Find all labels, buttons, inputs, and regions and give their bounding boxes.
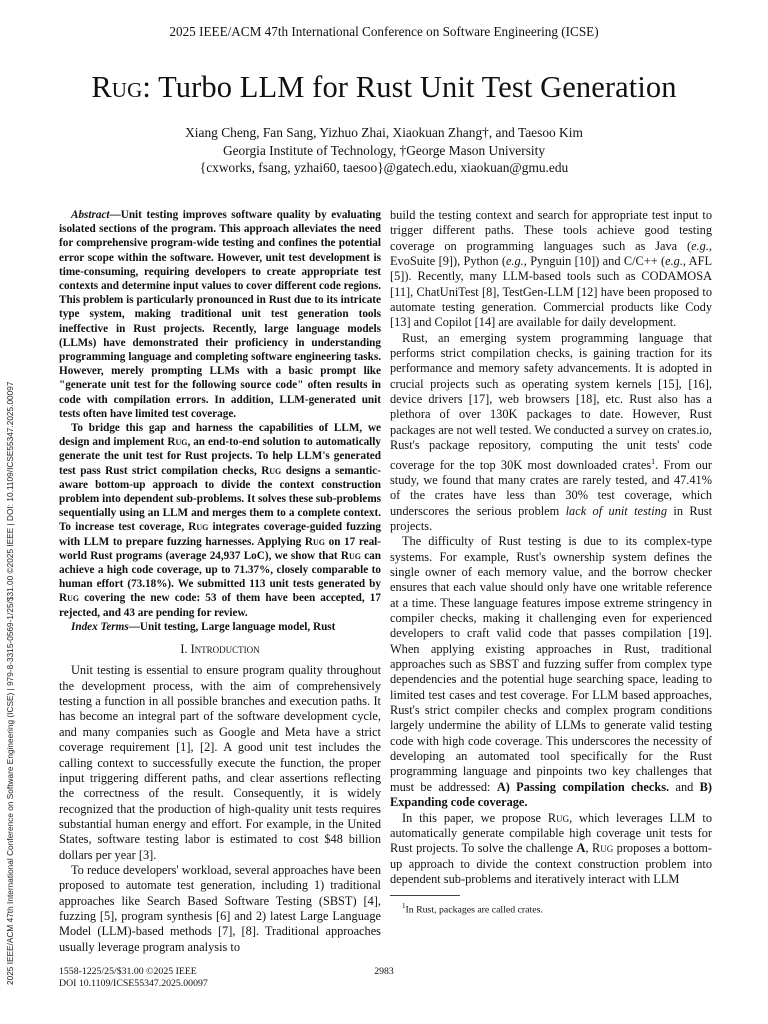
intro-paragraph-1: Unit testing is essential to ensure program quality throughout the development process, with the aim of comprehensively testing a function in all possible branches and execution paths. It has become an integral part of the software development cycle, and many companies such as Google and Meta have a strict coverage requirement [1], [2]. A good unit test includes the calling context to successfully execute the function, the proper input triggering different paths, and clear assertions reflecting the correctness of the result. Consequently, it is widely recognized that the production of high-quality unit tests requires substantial human energy and effort. For example, in the United States, software testing labor is estimated to cost $48 billion dollars per year [3]. xyxy=(59,663,381,862)
abstract-text-2b: , an end-to-end solution to automatically generate the unit test for Rust projects. To help LLM's generated test pass Rust strict compilation checks, xyxy=(59,436,381,477)
author-emails: {cxworks, fsang, yzhai60, taesoo}@gatech.edu, xiaokuan@gmu.edu xyxy=(199,160,569,175)
abstract-text-2g: covering the new code: 53 of them have been accepted, 17 rejected, and 43 are pending for review. xyxy=(59,592,381,619)
footnote xyxy=(390,900,712,916)
conference-header: 2025 IEEE/ACM 47th International Conference on Software Engineering (ICSE) xyxy=(169,24,599,39)
eg-text: e.g., xyxy=(691,238,712,253)
footer-issn: 1558-1225/25/$31.00 ©2025 IEEE xyxy=(59,966,197,977)
right-text: in Rust projects. xyxy=(390,503,712,533)
right-text: In this paper, we propose xyxy=(402,810,548,825)
right-column xyxy=(390,208,712,917)
right-text: , which leverages LLM to automatically generate compilable high coverage unit tests for Rust projects. To solve the challenge xyxy=(390,810,712,856)
challenge-b: B) Expanding code coverage. xyxy=(390,779,713,810)
abstract-paragraph-1 xyxy=(59,208,381,421)
title-rest: : Turbo LLM for Rust Unit Test Generation xyxy=(142,70,677,104)
page-number: 2983 xyxy=(374,966,394,977)
right-paragraph-2 xyxy=(390,534,712,810)
right-text: Pynguin [10]) and C/C++ ( xyxy=(526,254,666,269)
index-terms-lead: Index Terms xyxy=(71,620,129,633)
abstract-text-2e: on 17 real-world Rust programs (average 24,937 LoC), we show that xyxy=(59,535,381,562)
right-text: build the testing context and search for appropriate test input to trigger different paths. These tools achieve good testing coverage on programming languages such as Java ( xyxy=(390,208,712,253)
abstract-text-2c: designs a semantic-aware bottom-up approach to divide the context construction problem into dependent sub-problems. It solves these sub-problems sequentially using an LLM and merges them to a complete context. To increase test coverage, xyxy=(59,464,381,534)
right-text: Rust, an emerging system programming language that performs strict compilation checks, is gaining traction for its performance and memory safety advancements. It is adopted in crucial projects such as operating system kernels [15], [16], device drivers [17], web browsers [18], etc. Rust also has a plethora of over 130K packages to date. However, Rust packages are not well tested. We conducted a survey on crates.io, Rust's package repository, computing the unit tests' code coverage for the top 30K most downloaded crates xyxy=(390,330,712,472)
author-affiliation: Georgia Institute of Technology, †George Mason University xyxy=(222,142,546,158)
footnote-rule xyxy=(390,895,460,896)
tool-name: Rug xyxy=(261,464,282,477)
right-paragraph-0 xyxy=(390,208,712,331)
author-block xyxy=(0,124,768,177)
right-text: AFL [5]). Recently, many LLM-based tools such as CODAMOSA [11], ChatUniTest [8], TestGen-LLM [12] have been proposed to automate testing generation. Commercial products like Cody [13] and Copilot [14] are available for daily development. xyxy=(390,254,712,330)
left-column xyxy=(59,208,381,955)
index-terms-text: —Unit testing, Large language model, Rust xyxy=(128,620,336,633)
intro-paragraph-2: To reduce developers' workload, several approaches have been proposed to automate test generation, including 1) traditional approaches like Search Based Software Testing (SBST) [4], fuzzing [5], program synthesis [6] and 2) latest Large Language Model (LLM)-based methods [7], [8]. Traditional approaches usually leverage program analysis to xyxy=(59,862,381,954)
title-tool-name: Rug xyxy=(91,70,143,104)
eg-text: e.g., xyxy=(505,254,527,269)
right-text: , xyxy=(585,841,592,856)
footer-doi: DOI 10.1109/ICSE55347.2025.00097 xyxy=(59,977,208,989)
footnote-marker: 1 xyxy=(651,456,656,466)
paper-title xyxy=(0,70,768,105)
tool-name: Rug xyxy=(167,436,188,449)
index-terms xyxy=(59,620,381,634)
section-heading-introduction xyxy=(59,642,381,657)
side-doi-note: 2025 IEEE/ACM 47th International Conference on Software Engineering (ICSE) | 979-8-3315-0569-1/25/$31.00 ©2025 IEEE | DOI: 10.1109/ICSE55347.2025.00097 xyxy=(6,381,15,985)
emphasis-text: lack of unit testing xyxy=(565,503,668,518)
right-text: and xyxy=(669,779,700,794)
tool-name: Rug xyxy=(59,592,80,605)
right-text: EvoSuite [9]), Python ( xyxy=(390,254,506,269)
abstract-paragraph-2 xyxy=(59,421,381,620)
abstract-text-1: —Unit testing improves software quality by evaluating isolated sections of the program. This approach alleviates the need for comprehensive program-wide testing and confines the potential error scope within the software. However, unit test development is time-consuming, requiring developers to create appropriate test contexts and determine input values to cover different code regions. This problem is particularly pronounced in Rust due to its intricate type system, making traditional unit test generation tools ineffective in Rust projects. Recently, large language models (LLMs) have demonstrated their proficiency in understanding programming language and completing software engineering tasks. However, merely prompting LLMs with a basic prompt like "generate unit test for the following source code" often results in code with compilation errors. In addition, LLM-generated unit tests often have limited test coverage. xyxy=(59,209,381,420)
tool-name: Rug xyxy=(304,535,325,548)
eg-text: e.g., xyxy=(665,254,687,269)
abstract-text-2a: To bridge this gap and harness the capabilities of LLM, we design and implement xyxy=(59,422,381,449)
footnote-number: 1 xyxy=(402,902,406,911)
right-text: The difficulty of Rust testing is due to its complex-type systems. For example, Rust's ownership system defines the single owner of each memory value, and the borrow checker ensures that each value should only have one writable reference at a time. These language features impose extreme stringency in compiler checks, making it challenging even for experienced developers to craft valid code that passes compilation [19]. When applying existing approaches in Rust, traditional approaches such as SBST and fuzzing suffer from complex type dependencies and the potential huge searching space, leading to limited test cases and test coverage. For LLM based approaches, Rust's strict compiler checks and complex program conditions largely undermine the ability of LLMs to generate valid testing code with high code coverage. This underscores the necessity of developing an automated tool specifically for the Rust programming language and pinpoints two key challenges that must be addressed: xyxy=(390,534,712,794)
tool-name: Rug xyxy=(547,810,570,825)
abstract-lead: Abstract xyxy=(71,209,110,221)
right-paragraph-1 xyxy=(390,331,712,535)
author-names: Xiang Cheng, Fan Sang, Yizhuo Zhai, Xiaokuan Zhang†, and Taesoo Kim xyxy=(185,125,583,140)
abstract-text-2f: can achieve a high code coverage, up to 71.37%, closely comparable to human effort (73.18%). We submitted 113 unit tests generated by xyxy=(59,549,381,591)
abstract xyxy=(59,208,381,620)
abstract-text-2d: integrates coverage-guided fuzzing with LLM to prepare fuzzing harnesses. Applying xyxy=(59,521,381,548)
footnote-text: In Rust, packages are called crates. xyxy=(405,904,543,916)
tool-name: Rug xyxy=(591,841,614,856)
right-text: proposes a bottom-up approach to divide the context construction problem into dependent sub-problems and iteratively interact with LLM xyxy=(390,841,712,886)
challenge-ref: A xyxy=(576,841,586,856)
right-text: . From our study, we found that many crates are rarely tested, and 47.41% of the crates have less than 30% test coverage, which underscores the serious problem xyxy=(390,457,712,518)
tool-name: Rug xyxy=(188,521,209,534)
challenge-a: A) Passing compilation checks. xyxy=(496,779,670,794)
section-title: Introduction xyxy=(190,642,260,657)
right-paragraph-3 xyxy=(390,811,712,888)
tool-name: Rug xyxy=(340,549,361,562)
section-number: I. xyxy=(180,642,188,657)
